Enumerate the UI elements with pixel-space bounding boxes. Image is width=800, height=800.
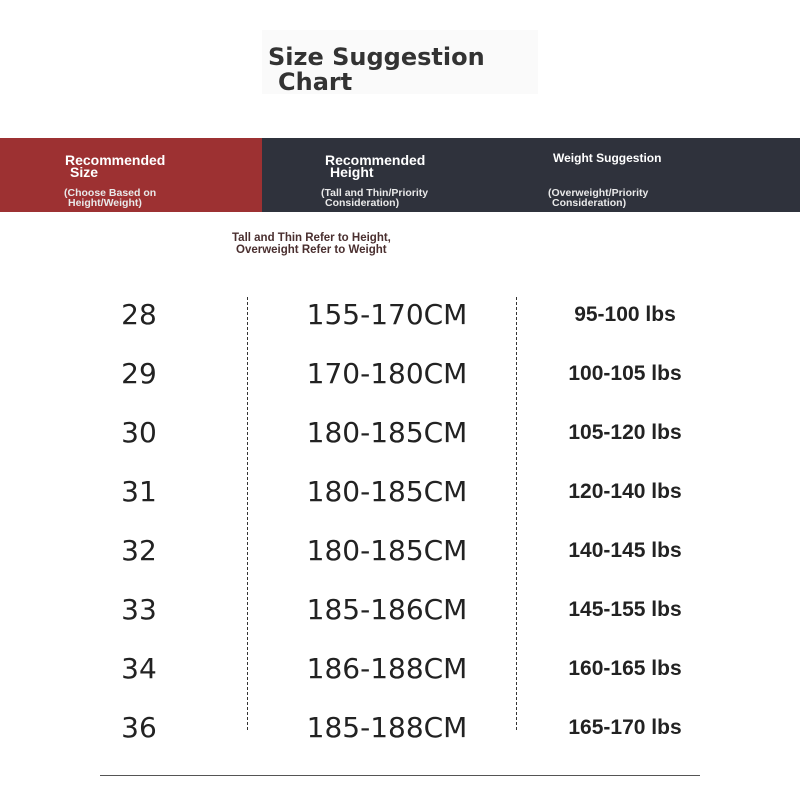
table-row (0, 522, 800, 580)
size-cell: 28 (121, 298, 157, 331)
weight-cell: 165-170 lbs (568, 716, 682, 739)
table-row (0, 699, 800, 757)
header-size-sub-1: (Choose Based on (64, 187, 157, 199)
size-cell: 34 (121, 652, 157, 685)
header-weight-title: Weight Suggestion (553, 151, 662, 165)
table-row (0, 404, 800, 462)
header-height-sub-1: (Tall and Thin/Priority (321, 187, 429, 199)
chart-title-line-1: Size Suggestion (268, 43, 485, 71)
height-cell: 155-170CM (306, 298, 468, 331)
table-row (0, 286, 800, 344)
header-dark-band (262, 138, 800, 212)
fit-note-line-2: Overweight Refer to Weight (236, 244, 387, 256)
size-cell: 30 (121, 416, 157, 449)
header-height-title-2: Height (330, 164, 374, 180)
table-row (0, 581, 800, 639)
fit-note (232, 232, 572, 256)
chart-title-line-2: Chart (278, 68, 353, 96)
bottom-divider (100, 775, 700, 776)
size-cell: 36 (121, 711, 157, 744)
size-cell: 33 (121, 593, 157, 626)
size-cell: 29 (121, 357, 157, 390)
header-height-title-1: Recommended (325, 152, 426, 168)
header-height-sub-2: Consideration) (325, 197, 400, 209)
table-row (0, 345, 800, 403)
header-size-title-2: Size (70, 164, 99, 180)
weight-cell: 160-165 lbs (568, 657, 682, 680)
weight-cell: 95-100 lbs (574, 303, 676, 326)
table-row (0, 463, 800, 521)
height-cell: 185-188CM (306, 711, 468, 744)
header-weight-sub-1: (Overweight/Priority (548, 187, 649, 199)
height-cell: 170-180CM (306, 357, 468, 390)
height-cell: 180-185CM (306, 475, 468, 508)
header-size-sub-2: Height/Weight) (68, 197, 142, 209)
height-cell: 180-185CM (306, 416, 468, 449)
header-size-cell (0, 138, 262, 212)
height-cell: 180-185CM (306, 534, 468, 567)
header-size-title-1: Recommended (65, 152, 166, 168)
size-cell: 31 (121, 475, 157, 508)
fit-note-line-1: Tall and Thin Refer to Height, (232, 232, 391, 244)
weight-cell: 105-120 lbs (568, 421, 682, 444)
table-row (0, 640, 800, 698)
weight-cell: 100-105 lbs (568, 362, 682, 385)
chart-title (262, 30, 538, 94)
weight-cell: 145-155 lbs (568, 598, 682, 621)
table-header (0, 138, 800, 212)
weight-cell: 140-145 lbs (568, 539, 682, 562)
weight-cell: 120-140 lbs (568, 480, 682, 503)
header-weight-sub-2: Consideration) (552, 197, 627, 209)
height-cell: 186-188CM (306, 652, 468, 685)
height-cell: 185-186CM (306, 593, 468, 626)
size-cell: 32 (121, 534, 157, 567)
